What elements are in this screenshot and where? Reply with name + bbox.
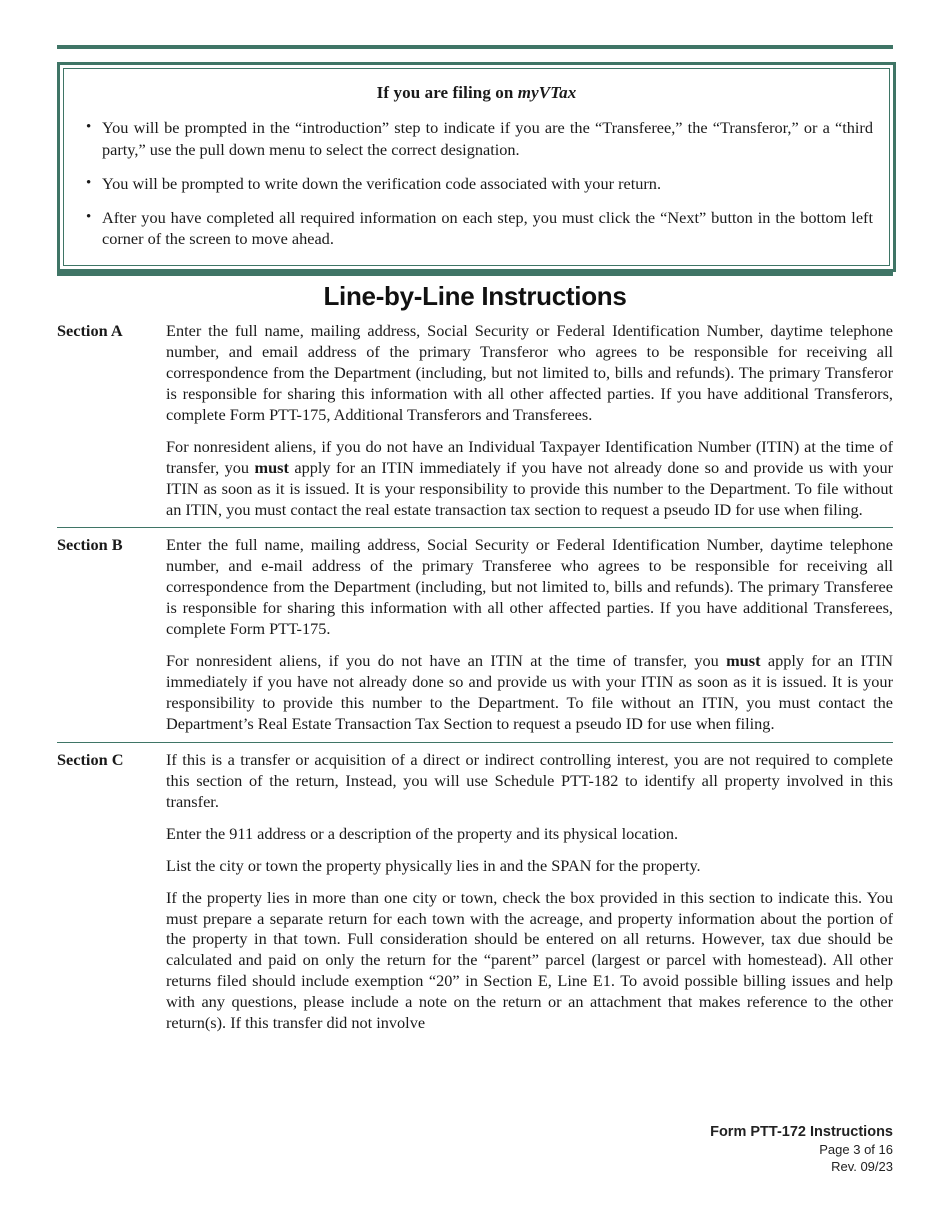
callout-bullet-text: You will be prompted to write down the verification code associated with your return. (102, 173, 662, 193)
paragraph-text-run: List the city or town the property physically lies in and the SPAN for the property. (166, 855, 701, 875)
instruction-section (57, 321, 893, 527)
instruction-section (57, 742, 893, 1041)
emphasized-text: must (726, 651, 761, 671)
bullet-point-icon: • (86, 208, 92, 225)
paragraph-text-run: Enter the full name, mailing address, Social Security or Federal Identification Number, daytime telephone number, and e-mail address of the primary Transferee who agrees to be responsible for receiving all correspondence from the Department (including, but not limited to, bills and refunds). The primary Transferee is responsible for sharing this information with all other affected parties. If you have additional Transferees, complete Form PTT-175. (166, 535, 893, 639)
section-label: Section A (57, 321, 123, 340)
myvtax-callout-box (57, 62, 896, 272)
callout-bullet-item (80, 173, 873, 194)
section-paragraph (166, 824, 893, 845)
paragraph-text-run: Enter the 911 address or a description of the property and its physical location. (166, 823, 679, 843)
section-paragraph (166, 888, 893, 1035)
footer-page-number: Page 3 of 16 (819, 1142, 893, 1158)
page-footer (473, 1123, 893, 1176)
mid-divider-rule (57, 272, 893, 276)
top-divider-rule (57, 45, 893, 49)
paragraph-text-run: If the property lies in more than one city or town, check the box provided in this section to indicate this. You must prepare a separate return for each town with the acreage, and property information about the portion of the property in that town. Full consideration should be entered on all returns. However, tax due should be calculated and paid on only the return for the “parent” parcel (largest or parcel with homestead). All other returns filed should include exemption “20” in Section E, Line E1. To avoid possible billing issues and help with any questions, please include a note on the return or an attachment that makes reference to the other return(s). If this transfer did not involve (166, 887, 893, 1033)
section-paragraph (166, 750, 893, 813)
myvtax-brand-name: myVTax (517, 83, 577, 102)
section-paragraph (166, 535, 893, 640)
paragraph-text-run: apply for an ITIN immediately if you have not already done so and provide us with your ITIN as soon as it is issued. It is your responsibility to provide this number to the Department. To file without an ITIN, you must contact the Department’s Real Estate Transaction Tax Section to request a pseudo ID for use when filing. (166, 651, 893, 733)
page-title: Line-by-Line Instructions (323, 281, 627, 311)
paragraph-text-run: For nonresident aliens, if you do not have an Individual Taxpayer Identification Number (ITIN) at the time of transfer, you (166, 436, 893, 477)
callout-title (80, 83, 873, 103)
section-paragraph (166, 437, 893, 521)
emphasized-text: must (254, 457, 289, 477)
section-label: Section B (57, 535, 123, 555)
callout-inner-border (63, 68, 890, 266)
paragraph-text-run: If this is a transfer or acquisition of a direct or indirect controlling interest, you are not required to complete this section of the return, Instead, you will use Schedule PTT-182 to identify all property involved in this transfer. (166, 749, 893, 811)
footer-form-name: Form PTT-172 Instructions (710, 1124, 893, 1140)
footer-revision: Rev. 09/23 (831, 1159, 893, 1175)
callout-bullet-list (80, 117, 873, 249)
section-body (166, 321, 893, 520)
section-body (166, 750, 893, 1034)
section-paragraph (166, 856, 893, 877)
section-paragraph (166, 651, 893, 735)
section-body (166, 535, 893, 734)
instruction-section (57, 527, 893, 741)
callout-bullet-item (80, 117, 873, 159)
callout-title-prefix: If you are filing on (376, 83, 518, 102)
section-label: Section C (57, 749, 124, 769)
paragraph-text-run: apply for an ITIN immediately if you have not already done so and provide us with your ITIN as soon as it is issued. It is your responsibility to provide this number to the Department. To file without an ITIN, you must contact the real estate transaction tax section to request a pseudo ID for use when filing. (166, 457, 894, 519)
bullet-point-icon: • (86, 119, 92, 136)
line-by-line-sections (57, 321, 893, 1041)
paragraph-text-run: For nonresident aliens, if you do not have an ITIN at the time of transfer, you (166, 651, 727, 671)
callout-bullet-text: You will be prompted in the “introduction” step to indicate if you are the “Transferee,” the “Transferor,” or a “third party,” use the pull down menu to select the correct designation. (102, 118, 873, 159)
bullet-point-icon: • (86, 174, 92, 191)
callout-bullet-text: After you have completed all required information on each step, you must click the “Next” button in the bottom left corner of the screen to move ahead. (102, 207, 873, 249)
callout-bullet-item (80, 207, 873, 249)
section-paragraph (166, 321, 893, 426)
paragraph-text-run: Enter the full name, mailing address, Social Security or Federal Identification Number, daytime telephone number, and email address of the primary Transferor who agrees to be responsible for receiving all correspondence from the Department (including, but not limited to, bills and refunds). The primary Transferor is responsible for sharing this information with all other affected parties. If you have additional Transferors, complete Form PTT-175, Additional Transferors and Transferees. (166, 321, 893, 424)
